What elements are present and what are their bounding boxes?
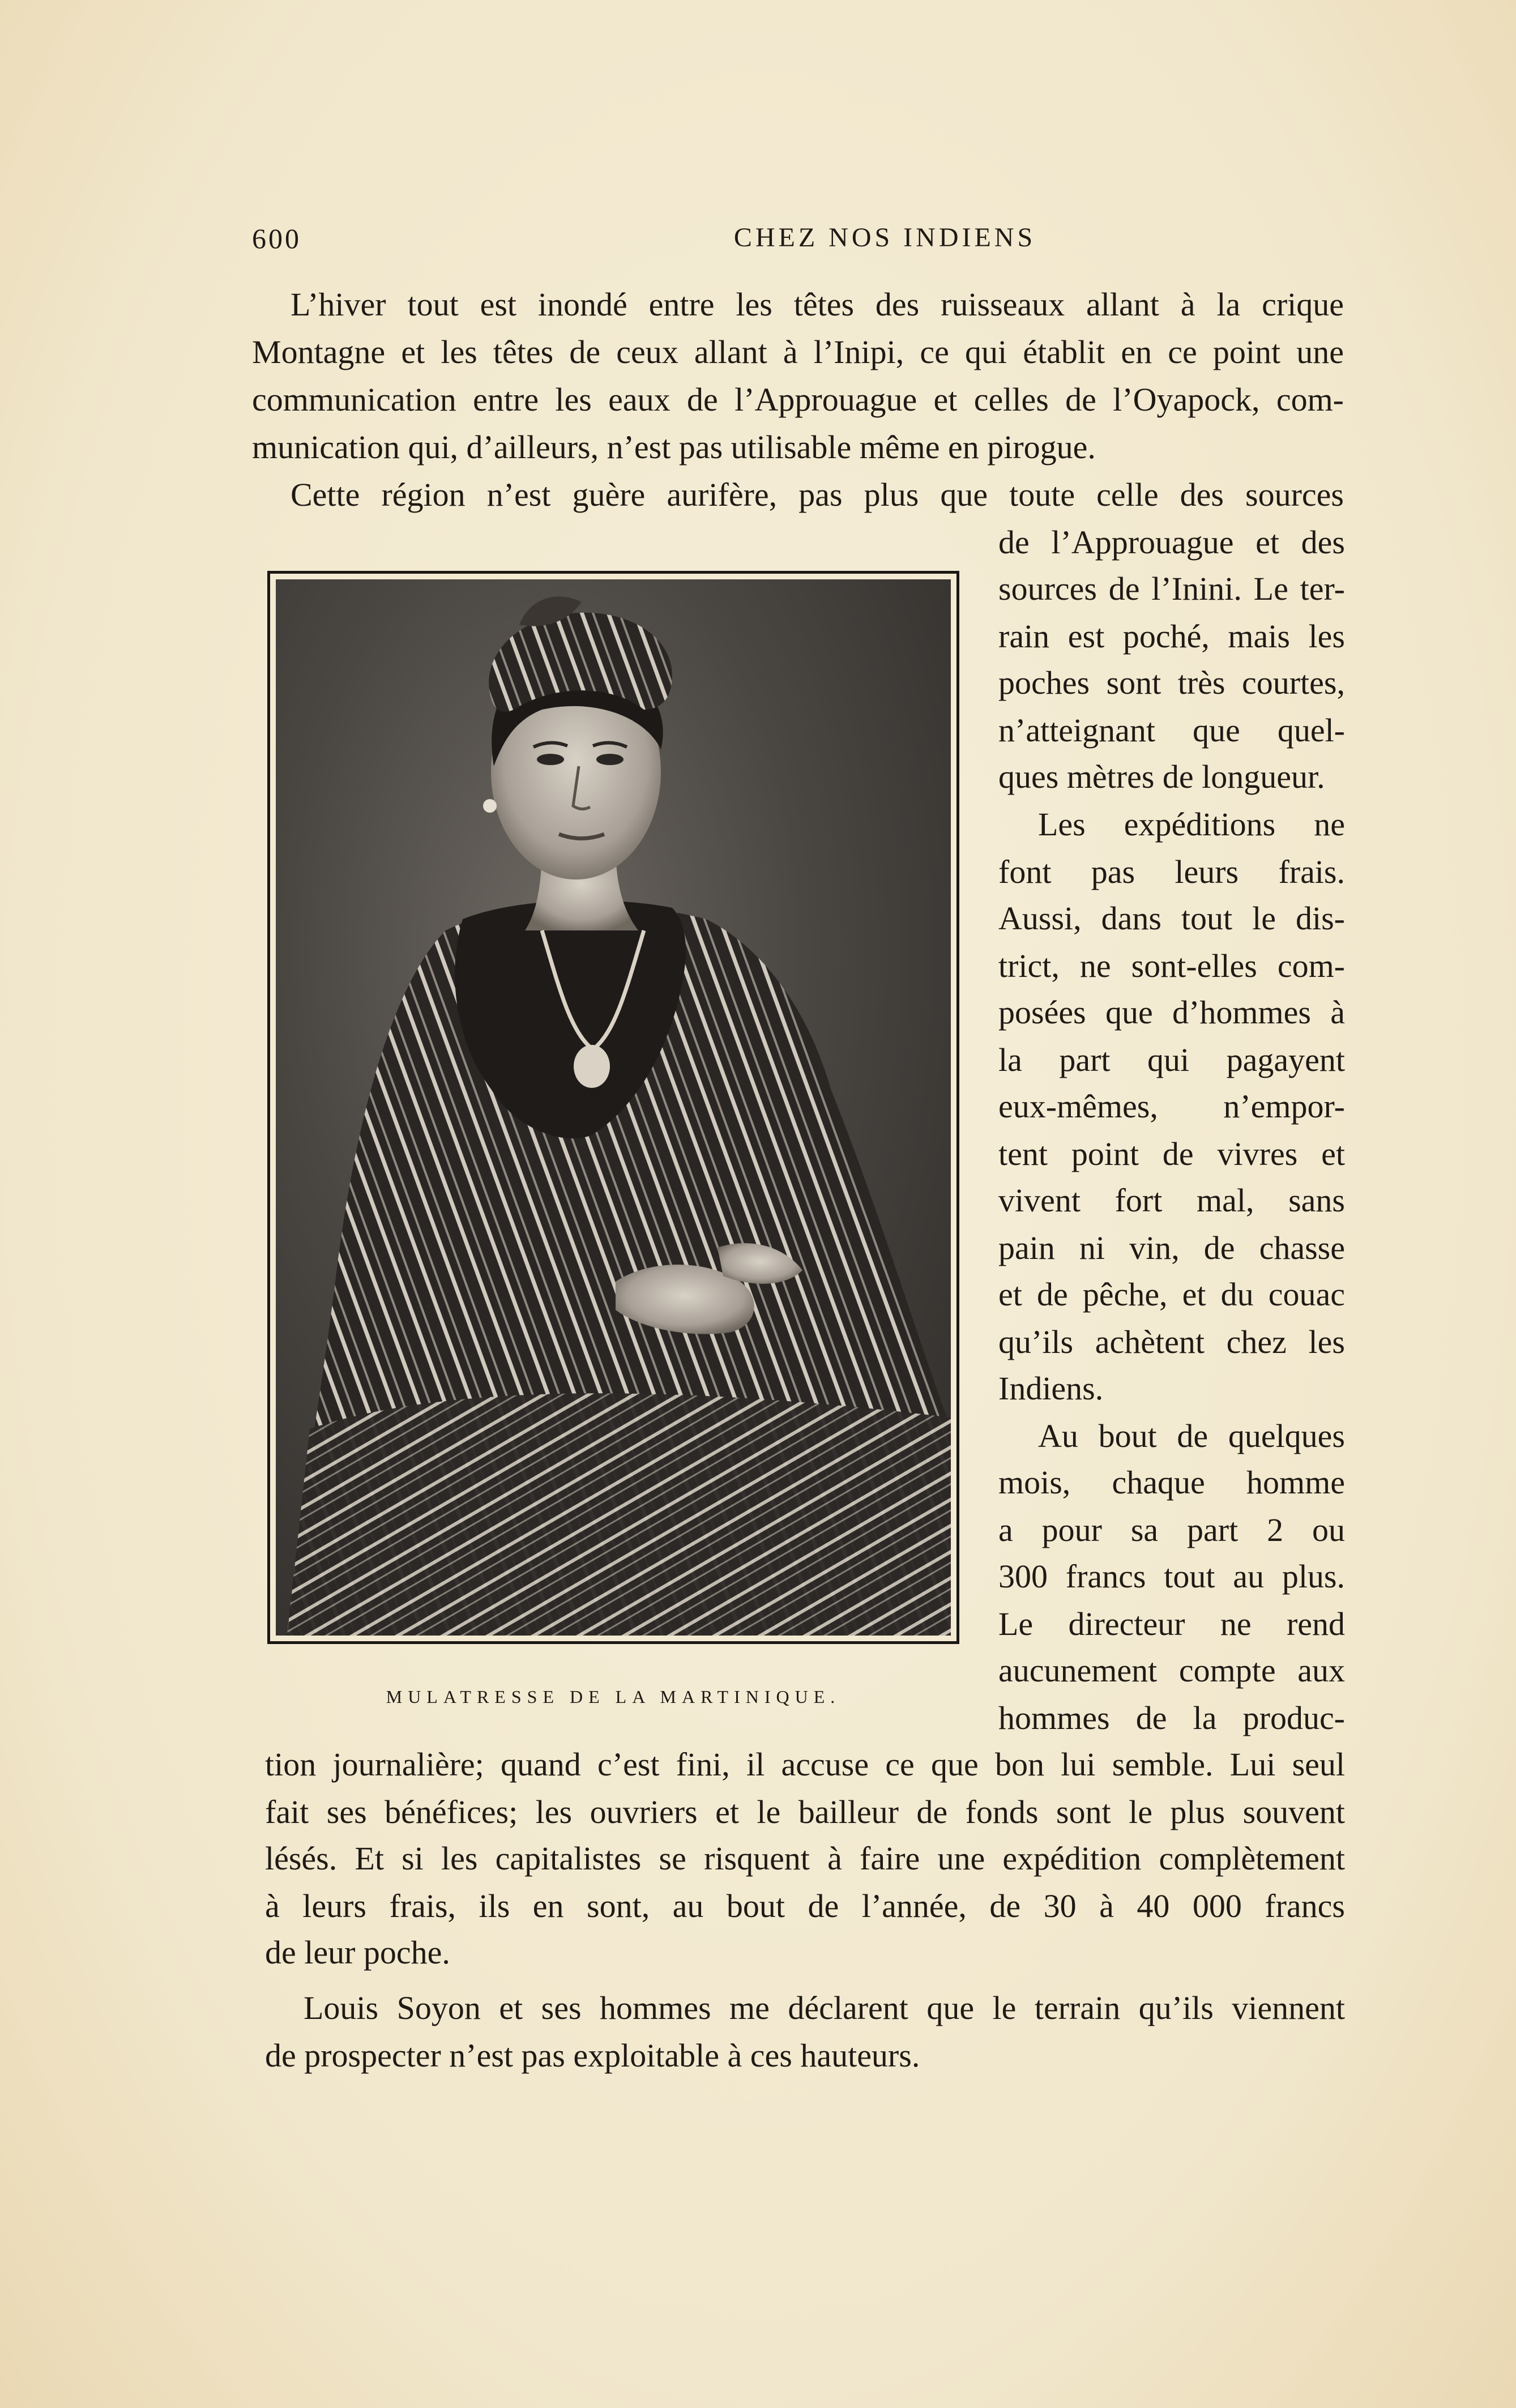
figure-caption: MULATRESSE DE LA MARTINIQUE.	[386, 1687, 841, 1707]
text-line: de leur poche.	[265, 1934, 450, 1971]
text-line: mois, chaque homme	[998, 1464, 1345, 1501]
text-line: et de pêche, et du couac	[998, 1276, 1345, 1313]
text-line: hommes de la produc-	[998, 1700, 1345, 1736]
figure-frame	[267, 571, 959, 1644]
text-line: qu’ils achètent chez les	[998, 1323, 1345, 1360]
text-line: Le directeur ne rend	[998, 1606, 1345, 1642]
text-line: Cette région n’est guère aurifère, pas plus que toute celle des sources	[291, 476, 1344, 513]
portrait-photograph	[276, 579, 951, 1636]
text-line: munication qui, d’ailleurs, n’est pas utilisable même en pirogue.	[252, 429, 1096, 466]
text-line: L’hiver tout est inondé entre les têtes des ruisseaux allant à la crique	[291, 286, 1344, 323]
text-line: communication entre les eaux de l’Approuague et celles de l’Oyapock, com-	[252, 381, 1344, 418]
text-line: pain ni vin, de chasse	[998, 1229, 1345, 1266]
page-header	[252, 222, 1359, 262]
text-line: aucunement compte aux	[998, 1652, 1345, 1689]
text-line: trict, ne sont-elles com-	[998, 947, 1345, 984]
text-line: Indiens.	[998, 1370, 1104, 1407]
text-line: tion journalière; quand c’est fini, il accuse ce que bon lui semble. Lui seul	[265, 1746, 1345, 1783]
portrait-illustration	[276, 579, 951, 1636]
text-line: vivent fort mal, sans	[998, 1182, 1345, 1219]
text-line: Au bout de quelques	[1038, 1418, 1345, 1454]
text-line: de prospecter n’est pas exploitable à ces hauteurs.	[265, 2037, 920, 2074]
text-line: poches sont très courtes,	[998, 664, 1345, 701]
text-line: eux-mêmes, n’empor-	[998, 1088, 1345, 1125]
text-line: rain est poché, mais les	[998, 618, 1345, 655]
text-line: Louis Soyon et ses hommes me déclarent que le terrain qu’ils viennent	[304, 1989, 1345, 2026]
text-line: a pour sa part 2 ou	[998, 1512, 1345, 1548]
text-line: Montagne et les têtes de ceux allant à l’Inipi, ce qui établit en ce point une	[252, 334, 1344, 370]
text-line: tent point de vivres et	[998, 1135, 1345, 1172]
text-line: Aussi, dans tout le dis-	[998, 900, 1345, 937]
text-line: lésés. Et si les capitalistes se risquent à faire une expédition complètement	[265, 1840, 1345, 1877]
text-line: sources de l’Inini. Le ter-	[998, 570, 1345, 607]
text-line: à leurs frais, ils en sont, au bout de l’année, de 30 à 40 000 francs	[265, 1888, 1345, 1924]
text-line: la part qui pagayent	[998, 1041, 1345, 1078]
page-number: 600	[252, 223, 301, 254]
text-line: fait ses bénéfices; les ouvriers et le bailleur de fonds sont le plus souvent	[265, 1794, 1345, 1830]
text-line: ques mètres de longueur.	[998, 758, 1325, 795]
running-title: CHEZ NOS INDIENS	[733, 223, 1036, 253]
text-line: posées que d’hommes à	[998, 994, 1345, 1031]
text-line: Les expéditions ne	[1038, 806, 1345, 843]
text-line: font pas leurs frais.	[998, 853, 1345, 890]
text-line: 300 francs tout au plus.	[998, 1558, 1345, 1595]
text-line: n’atteignant que quel-	[998, 712, 1345, 749]
text-line: de l’Approuague et des	[998, 524, 1345, 561]
